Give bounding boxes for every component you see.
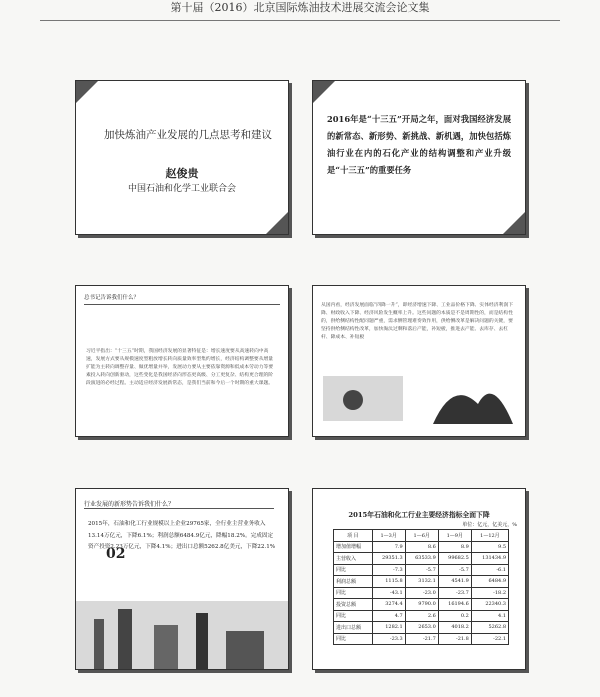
table-cell: -21.8 (438, 633, 471, 645)
table-cell: 9790.0 (405, 599, 438, 611)
refinery-image (76, 601, 288, 669)
table-cell: 主营收入 (334, 553, 373, 565)
table-cell: 3274.4 (372, 599, 405, 611)
economic-table (333, 529, 509, 645)
table-cell: 7.9 (372, 541, 405, 553)
table-cell: -5.7 (438, 564, 471, 576)
table-cell: 16194.6 (438, 599, 471, 611)
table-title: 2015年石油和化工行业主要经济指标全面下降 (348, 511, 490, 519)
corner-decoration (313, 81, 335, 103)
slide-question (75, 285, 289, 437)
slide-body: 从国内看，经济发展面临“四降一升”，即经济增速下降、工业品价格下降、实体经济利润下降、财政收入下降、经济风险发生概率上升。这些问题的本质是不是周期性的，而是结构性的，供给侧结构性配同题严重，需求侧管理难奏效作用，供给侧改革是解决问题的关键，要坚持供给侧结构性改革，加快淘汰过剩和落后产能，补短板，推进去产能、去库存、去杠杆、降成本、补短板 (321, 303, 513, 340)
table-cell: 投资总额 (334, 599, 373, 611)
table-cell: 6484.9 (471, 576, 508, 588)
table-cell: 3132.1 (405, 576, 438, 588)
table-cell: 同比 (334, 587, 373, 599)
slide-table (312, 488, 526, 670)
table-cell: -21.7 (405, 633, 438, 645)
table-cell: -23.3 (372, 633, 405, 645)
table-cell: -23.7 (438, 587, 471, 599)
table-cell: 131434.9 (471, 553, 508, 565)
slide-body: 习近平指出：“十三五”时期，我国经济发展的显著特征是：增长速度要从高速转向中高速，发展方式要从规模速度型粗放增长转向质量效率型集约增长，经济结构调整要从增量扩能为主转向调整存量、做优增量并举，发展动力要从主要依靠资源和低成本劳动力等要素投入转向创新驱动，这些变化是我国经济向形态更高级、分工更复杂、结构更合理的阶段演进的必经过程。主动适应经济发展新常态，是我们当前和今后一个时期的重大课题。 (86, 349, 274, 386)
table-header: 1—12月 (471, 530, 508, 542)
table-cell: 2.6 (405, 610, 438, 622)
table-cell: 同比 (334, 633, 373, 645)
slide-industry (75, 488, 289, 670)
corner-decoration (76, 81, 98, 103)
corner-decoration (266, 212, 288, 234)
table-header: 1—9月 (438, 530, 471, 542)
header-rule (40, 20, 560, 21)
author-name: 赵俊贵 (165, 167, 199, 180)
table-cell: 1115.8 (372, 576, 405, 588)
table-cell: -18.2 (471, 587, 508, 599)
table-cell: 8.6 (405, 541, 438, 553)
author-org: 中国石油和化学工业联合会 (127, 184, 236, 194)
slide-body: 2015年，石油和化工行业规模以上企业29765家，全行业主营业务收入13.14万亿元，下降6.1%；利润总额6484.9亿元，降幅18.2%。完成固定资产投资2.23万亿元，下降4.1%；进出口总额5262.8亿美元，下降22.1% (88, 521, 276, 550)
table-cell: 4.7 (372, 610, 405, 622)
table-cell: 22340.3 (471, 599, 508, 611)
talk-title: 加快炼油产业发展的几点思考和建议 (104, 129, 272, 141)
table-cell: -7.3 (372, 564, 405, 576)
slide-economy (312, 285, 526, 437)
table-cell: 5262.8 (471, 622, 508, 634)
table-cell: -6.1 (471, 564, 508, 576)
table-header: 1—6月 (405, 530, 438, 542)
slide-title (75, 80, 289, 235)
table-cell: 8.9 (438, 541, 471, 553)
table-cell: -43.1 (372, 587, 405, 599)
table-cell: 63533.9 (405, 553, 438, 565)
table-header: 1—3月 (372, 530, 405, 542)
table-cell: -22.1 (471, 633, 508, 645)
table-cell: 99682.5 (438, 553, 471, 565)
slide-context (312, 80, 526, 235)
table-unit: 单位：亿元，亿美元，% (462, 522, 517, 528)
table-header: 项 目 (334, 530, 373, 542)
table-cell: 2653.0 (405, 622, 438, 634)
page-header: 第十届（2016）北京国际炼油技术进展交流会论文集 (170, 1, 430, 14)
illustration (313, 364, 525, 436)
table-cell: 同比 (334, 564, 373, 576)
slide-heading: 行业发展的新形势告诉我们什么？ (84, 499, 274, 509)
table-cell: 4.1 (471, 610, 508, 622)
table-cell: 4541.9 (438, 576, 471, 588)
context-text: 2016年是“十三五”开局之年，面对我国经济发展的新常态、新形势、新挑战、新机遇，加快包括炼油行业在内的石化产业的结构调整和产业升级是“十三五”的重要任务 (327, 114, 511, 175)
corner-decoration (503, 212, 525, 234)
table-cell: 1282.1 (372, 622, 405, 634)
table-cell: 29351.3 (372, 553, 405, 565)
table-cell: 利润总额 (334, 576, 373, 588)
slide-heading: 总书记告诉我们什么？ (84, 294, 280, 305)
table-cell: 9.5 (471, 541, 508, 553)
slide-number: 02 (106, 546, 126, 562)
table-cell: 4018.2 (438, 622, 471, 634)
table-cell: -5.7 (405, 564, 438, 576)
table-cell: -23.0 (405, 587, 438, 599)
table-cell: 进出口总额 (334, 622, 373, 634)
table-cell: 同比 (334, 610, 373, 622)
table-cell: 0.2 (438, 610, 471, 622)
table-cell: 增加值增幅 (334, 541, 373, 553)
